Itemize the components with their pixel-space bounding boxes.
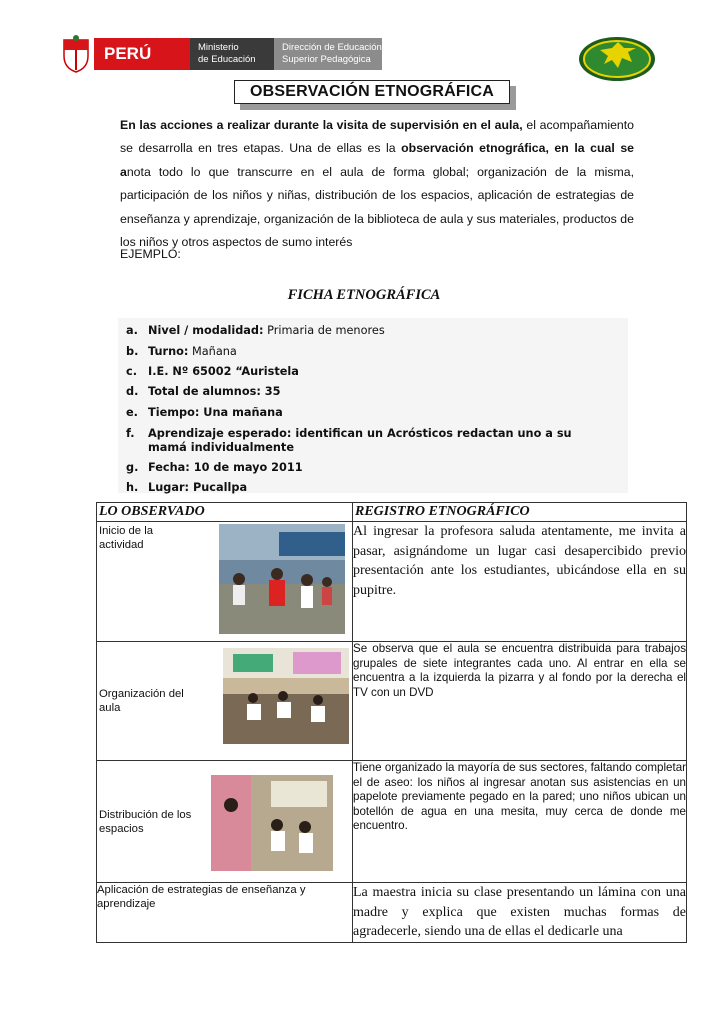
ficha-title: FICHA ETNOGRÁFICA — [287, 287, 441, 303]
row-text: La maestra inicia su clase presentando un lámina con una madre y explica que existen muchas formas de agradecerle, siendo una de ellas el dedicarle una — [353, 883, 687, 943]
table-row — [97, 883, 687, 943]
row-label: Organización del aula — [99, 688, 184, 714]
row-label: Inicio de la actividad — [99, 525, 154, 551]
col-header-observado: LO OBSERVADO — [97, 503, 353, 522]
photo-space-distribution — [211, 775, 333, 871]
table-row — [97, 761, 687, 883]
photo-classroom-organization — [223, 648, 349, 744]
direction-label: Dirección de Educación Superior Pedagógica — [274, 38, 382, 70]
institution-emblem-icon — [578, 36, 656, 82]
table-row — [97, 642, 687, 761]
table-header-row — [97, 503, 687, 522]
ficha-list: a. Nivel / modalidad: Primaria de menores b. Turno: Mañana c. I.E. Nº 65002 “Auristela d. Total de alumnos: 35 e. Tiempo: Una mañana f. Aprendizaje esperado: identifican un Acrósticos redactan uno a su mamá individualmente g. Fecha: 10 de mayo 2011 h. Lugar: Pucallpa — [118, 318, 628, 493]
peru-ministry-logo — [60, 34, 382, 74]
row-label: Distribución de los espacios — [99, 808, 192, 835]
row-text: Tiene organizado la mayoría de sus sectores, faltando completar el de aseo: los niños al ingresar anotan sus asistencias en un papelote previamente pegado en la pared; uno niños ubican un botellón de agua en una mesita, muy cerca de donde me encuentro. — [353, 761, 687, 883]
row-label: Aplicación de estrategias de enseñanza y aprendizaje — [97, 883, 353, 943]
row-text: Se observa que el aula se encuentra distribuida para trabajos grupales de siete integrantes cada uno. Al entrar en ella se encuentra a la izquierda la pizarra y al fondo por la derecha el TV con un DVD — [353, 642, 687, 761]
photo-activity-start — [219, 524, 345, 634]
intro-paragraph: En las acciones a realizar durante la visita de supervisión en el aula, el acompañamiento se desarrolla en tres etapas. Una de ellas es la observación etnográfica, en la cual se anota todo lo que transcurre en el aula de forma global; organización de la misma, participación de los niños y niñas, distribución de los espacios, aplicación de estrategias de enseñanza y aprendizaje, organización de la biblioteca de aula y sus materiales, productos de los niños y otros aspectos de sumo interés — [120, 118, 634, 250]
page-title-box — [234, 80, 516, 108]
col-header-registro: REGISTRO ETNOGRÁFICO — [353, 503, 687, 522]
registro-table — [96, 502, 687, 943]
table-row — [97, 522, 687, 642]
peru-label: PERÚ — [94, 38, 190, 70]
example-label: EJEMPLO: — [120, 247, 181, 261]
row-text: Al ingresar la profesora saluda atentamente, me invita a pasar, asignándome un lugar casi desapercibido previo presentación ante los estudiantes, ubicándose ella en su pupitre. — [353, 522, 687, 642]
peru-coat-of-arms-icon — [60, 34, 92, 74]
page-title: OBSERVACIÓN ETNOGRÁFICA — [234, 80, 510, 104]
ministry-label: Ministerio de Educación — [190, 38, 274, 70]
